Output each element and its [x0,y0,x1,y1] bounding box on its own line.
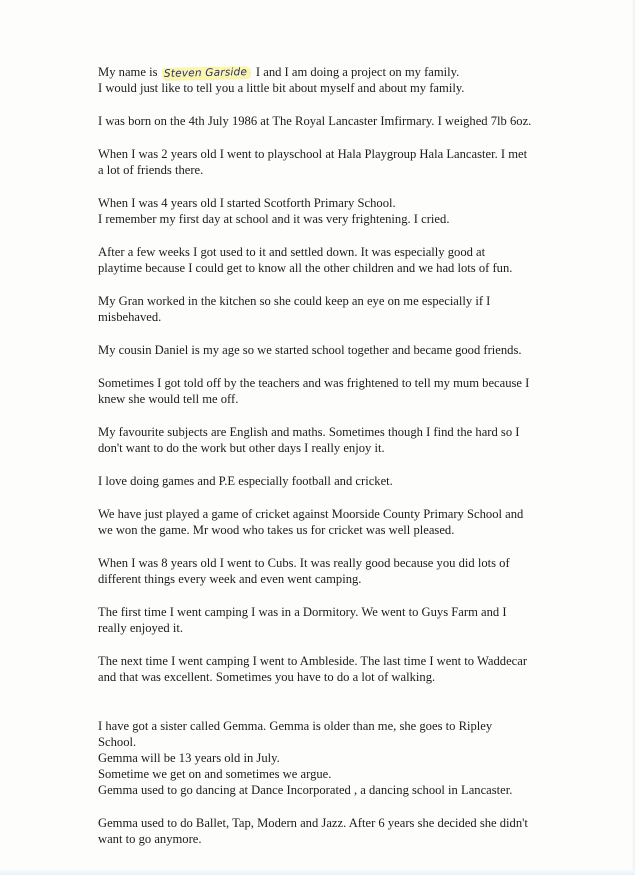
final-line: want to go anymore. [98,832,202,846]
final-paragraph [98,815,598,847]
paragraph-line: I was born on the 4th July 1986 at The Royal Lancaster Imfirmary. I weighed 7lb 6oz. [98,114,532,128]
paragraph-gap [98,276,598,293]
paragraph-line: don't want to do the work but other days I really enjoy it. [98,441,385,455]
paragraph-line: My favourite subjects are English and maths. Sometimes though I find the hard so I [98,425,520,439]
paragraph-line: I love doing games and P.E especially football and cricket. [98,474,393,488]
paragraph-line: a lot of friends there. [98,163,204,177]
paragraph-line: The next time I went camping I went to Ambleside. The last time I went to Waddecar [98,654,528,668]
paragraph-gap [98,407,598,424]
body-paragraph [98,244,598,276]
paragraph-line: We have just played a game of cricket against Moorside County Primary School and [98,507,524,521]
paragraph-gap [98,538,598,555]
paragraphs-container [98,96,598,685]
paragraph-gap [98,798,598,815]
paragraph-line: Sometimes I got told off by the teachers and was frightened to tell my mum because I [98,376,530,390]
paragraph-gap [98,227,598,244]
body-paragraph [98,506,598,538]
body-paragraph [98,146,598,178]
paragraph-gap [98,325,598,342]
paragraph-line: I remember my first day at school and it was very frightening. I cried. [98,212,450,226]
paragraph-line: playtime because I could get to know all the other children and we had lots of fun. [98,261,513,275]
paragraph-gap [98,178,598,195]
body-paragraph [98,342,598,358]
body-paragraph [98,473,598,489]
paragraph-line: and that was excellent. Sometimes you have to do a lot of walking. [98,670,436,684]
intro-before-name: My name is [98,65,161,79]
body-paragraph [98,375,598,407]
intro-after-name: I and I am doing a project on my family. [252,65,460,79]
paragraph-gap [98,456,598,473]
scan-edge-bottom [0,870,635,875]
gemma-paragraph [98,718,598,798]
gemma-line: Gemma will be 13 years old in July. [98,751,280,765]
body-paragraph [98,424,598,456]
paragraph-line: misbehaved. [98,310,162,324]
body-paragraph [98,604,598,636]
handwritten-name-signature: Steven Garside [161,66,250,81]
paragraph-line: When I was 4 years old I started Scotforth Primary School. [98,196,396,210]
document-body [98,64,598,847]
paragraph-gap [98,636,598,653]
section-gap [98,685,598,718]
body-paragraph [98,195,598,227]
paragraph-line: My cousin Daniel is my age so we started school together and became good friends. [98,343,522,357]
paragraph-line: After a few weeks I got used to it and settled down. It was especially good at [98,245,486,259]
intro-line-1 [98,64,598,80]
gemma-line: Sometime we get on and sometimes we argue. [98,767,332,781]
paragraph-line: different things every week and even went camping. [98,572,362,586]
body-paragraph [98,113,598,129]
gemma-line: I have got a sister called Gemma. Gemma is older than me, she goes to Ripley [98,719,493,733]
intro-line-2: I would just like to tell you a little bit about myself and about my family. [98,81,465,95]
paragraph-line: we won the game. Mr wood who takes us for cricket was well pleased. [98,523,455,537]
paragraph-line: When I was 2 years old I went to playschool at Hala Playgroup Hala Lancaster. I met [98,147,528,161]
final-line: Gemma used to do Ballet, Tap, Modern and Jazz. After 6 years she decided she didn't [98,816,528,830]
paragraph-gap [98,587,598,604]
paragraph-line: When I was 8 years old I went to Cubs. It was really good because you did lots of [98,556,510,570]
intro-paragraph [98,64,598,96]
gemma-line: Gemma used to go dancing at Dance Incorporated , a dancing school in Lancaster. [98,783,513,797]
body-paragraph [98,293,598,325]
paragraph-line: really enjoyed it. [98,621,183,635]
body-paragraph [98,653,598,685]
paragraph-line: The first time I went camping I was in a Dormitory. We went to Guys Farm and I [98,605,507,619]
paragraph-gap [98,489,598,506]
paragraph-gap [98,358,598,375]
paragraph-line: knew she would tell me off. [98,392,239,406]
body-paragraph [98,555,598,587]
paragraph-line: My Gran worked in the kitchen so she could keep an eye on me especially if I [98,294,491,308]
gemma-line: School. [98,735,137,749]
paragraph-gap [98,129,598,146]
paragraph-gap [98,96,598,113]
